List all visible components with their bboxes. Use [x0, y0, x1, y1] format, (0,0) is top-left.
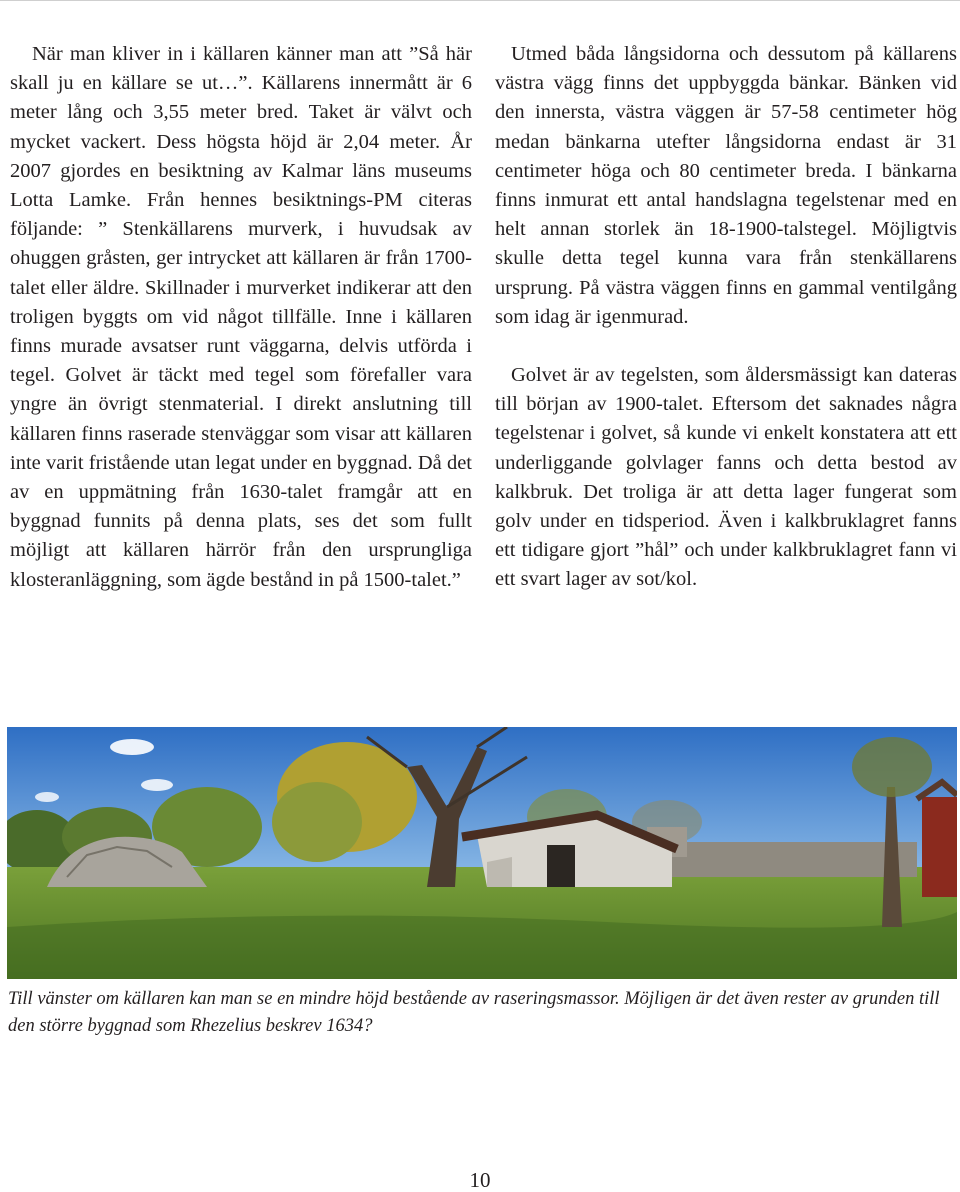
page-number: 10	[469, 1168, 491, 1192]
left-column	[10, 40, 472, 595]
figure-caption: Till vänster om källaren kan man se en mindre höjd bestående av raseringsmassor. Möjligen är det även rester av grunden till den större byggnad som Rhezelius beskrev 1634?	[8, 989, 940, 1036]
top-border	[0, 0, 960, 1]
red-shed	[922, 797, 957, 897]
right-column	[495, 40, 957, 595]
cloud	[141, 779, 173, 791]
stone-wall	[657, 842, 917, 877]
cloud	[110, 739, 154, 755]
left-paragraph: När man kliver in i källaren känner man att ”Så här skall ju en källare se ut…”. Källarens innermått är 6 meter lång och 3,55 meter bred. Taket är välvt och mycket vackert. Dess högsta höjd är 2,04 meter. År 2007 gjordes en besiktning av Kalmar läns museums Lotta Lamke. Från hennes besiktnings-PM citeras följande: ” Stenkällarens murverk, i huvudsak av ohuggen gråsten, ger intrycket att källaren är från 1700-talet eller äldre. Skillnader i murverket indikerar att den troligen byggts om vid något tillfälle. Inne i källaren finns murade avsatser runt väggarna, delvis utförda i tegel. Golvet är täckt med tegel som förefaller vara yngre än övrigt stenmaterial. I direkt anslutning till källaren finns raserade stenväggar som visar att källaren inte varit fristående utan legat under en byggnad. Då det av en uppmätning från 1630-talet framgår att en byggnad funnits på denna plats, ses det som fullt möjligt att källaren härrör från den ursprungliga klosteranläggning, som ägde bestånd in på 1500-talet.”	[10, 43, 472, 591]
cloud	[35, 792, 59, 802]
right-paragraph-1: Utmed båda långsidorna och dessutom på källarens västra vägg finns det uppbyggda bänkar. Bänken vid den innersta, västra väggen är 57-58 centimeter hög medan bänkarna utefter långsidorna endast är 31 centimeter höga och 80 centimeter breda. I bänkarna finns inmurat ett antal handslagna tegelstenar med en helt annan storlek än 18-1900-talstegel. Möjligtvis skulle detta tegel kunna vara från stenkällarens ursprung. På västra väggen finns en gammal ventilgång som idag är igenmurad.	[495, 43, 957, 328]
right-paragraph-2: Golvet är av tegelsten, som åldersmässigt kan dateras till början av 1900-talet. Eftersom det saknades några tegelstenar i golvet, så kunde vi enkelt konstatera att ett underliggande golvlager fanns och detta bestod av kalkbruk. Det troliga är att detta lager fungerat som golv under en tidsperiod. Även i kalkbruklagret fanns ett tidigare gjort ”hål” och under kalkbruklagret fann vi ett svart lager av sot/kol.	[495, 364, 957, 591]
cellar-landscape-photo	[7, 727, 957, 979]
